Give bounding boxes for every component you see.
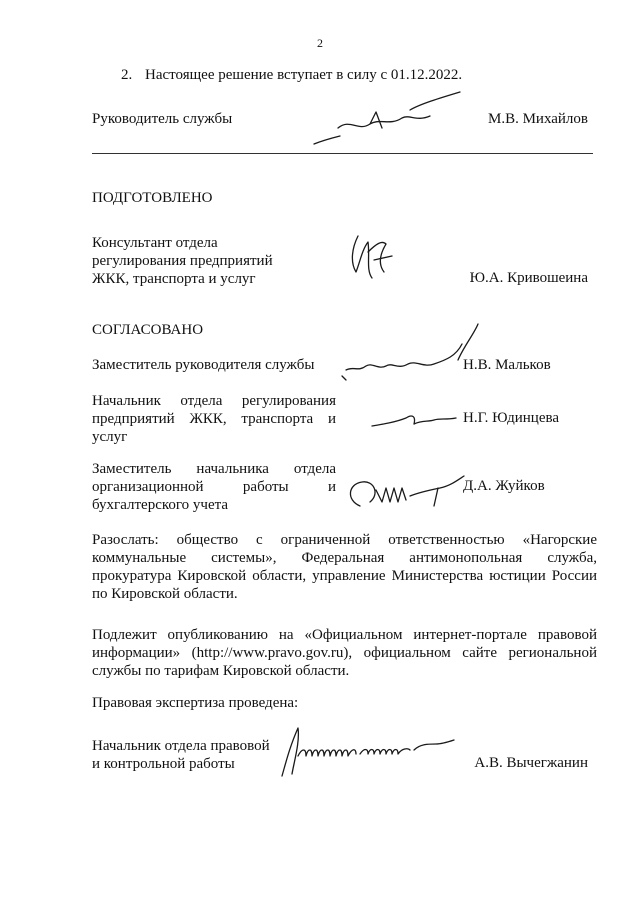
prepared-position-line: ЖКК, транспорта и услуг	[92, 271, 256, 287]
agreed-position-3	[92, 460, 336, 514]
agreed-name-2: Н.Г. Юдинцева	[463, 410, 560, 426]
separator-line	[92, 153, 593, 154]
agreed-signature-1	[338, 316, 488, 382]
agreed-signature-2	[370, 406, 460, 434]
agreed-position-3-line: Заместитель начальника отдела	[92, 461, 336, 477]
legal-head-position-line: и контрольной работы	[92, 756, 235, 772]
agreed-position-3-line: бухгалтерского учета	[92, 497, 229, 513]
legal-head-position-line: Начальник отдела правовой	[92, 738, 270, 754]
head-name: М.В. Михайлов	[487, 111, 588, 127]
publication-line: службы по тарифам Кировской области.	[92, 663, 350, 679]
agreed-heading: СОГЛАСОВАНО	[92, 322, 204, 338]
publication-line: Подлежит опубликованию на «Официальном интернет-портале правовой	[92, 627, 597, 643]
agreed-position-2-line: предприятий ЖКК, транспорта и	[92, 411, 336, 427]
head-signature	[310, 88, 460, 150]
agreed-position-2-line: Начальник отдела регулирования	[92, 393, 336, 409]
agreed-position-1: Заместитель руководителя службы	[92, 357, 315, 373]
legal-head-signature	[268, 722, 458, 778]
prepared-signature	[348, 232, 398, 282]
page-number: 2	[317, 36, 323, 50]
legal-head-position	[92, 737, 292, 773]
clause-number: 2.	[121, 67, 133, 83]
agreed-signature-3	[340, 466, 470, 512]
publication-line: информации» (http://www.pravo.gov.ru), официальном сайте региональной	[92, 645, 597, 661]
distribution-line: прокуратура Кировской области, управление Министерства юстиции России	[92, 568, 597, 584]
clause-text: Настоящее решение вступает в силу с 01.12.2022.	[145, 67, 463, 83]
distribution-line: по Кировской области.	[92, 586, 238, 602]
agreed-name-1: Н.В. Мальков	[463, 357, 551, 373]
distribution-block	[92, 531, 597, 603]
distribution-line: коммунальные системы», Федеральная антимонопольная служба,	[92, 550, 597, 566]
prepared-name: Ю.А. Кривошеина	[469, 270, 588, 286]
agreed-position-2	[92, 392, 336, 446]
prepared-position-line: регулирования предприятий	[92, 253, 273, 269]
distribution-line: Разослать: общество с ограниченной ответственностью «Нагорские	[92, 532, 597, 548]
head-position: Руководитель службы	[92, 111, 233, 127]
publication-block	[92, 626, 597, 680]
prepared-heading: ПОДГОТОВЛЕНО	[92, 190, 213, 206]
legal-head-name: А.В. Вычегжанин	[474, 755, 588, 771]
prepared-position	[92, 234, 342, 288]
legal-review-text: Правовая экспертиза проведена:	[92, 695, 299, 711]
agreed-position-2-line: услуг	[92, 429, 128, 445]
prepared-position-line: Консультант отдела	[92, 235, 218, 251]
agreed-name-3: Д.А. Жуйков	[463, 478, 545, 494]
agreed-position-3-line: организационной работы и	[92, 479, 336, 495]
